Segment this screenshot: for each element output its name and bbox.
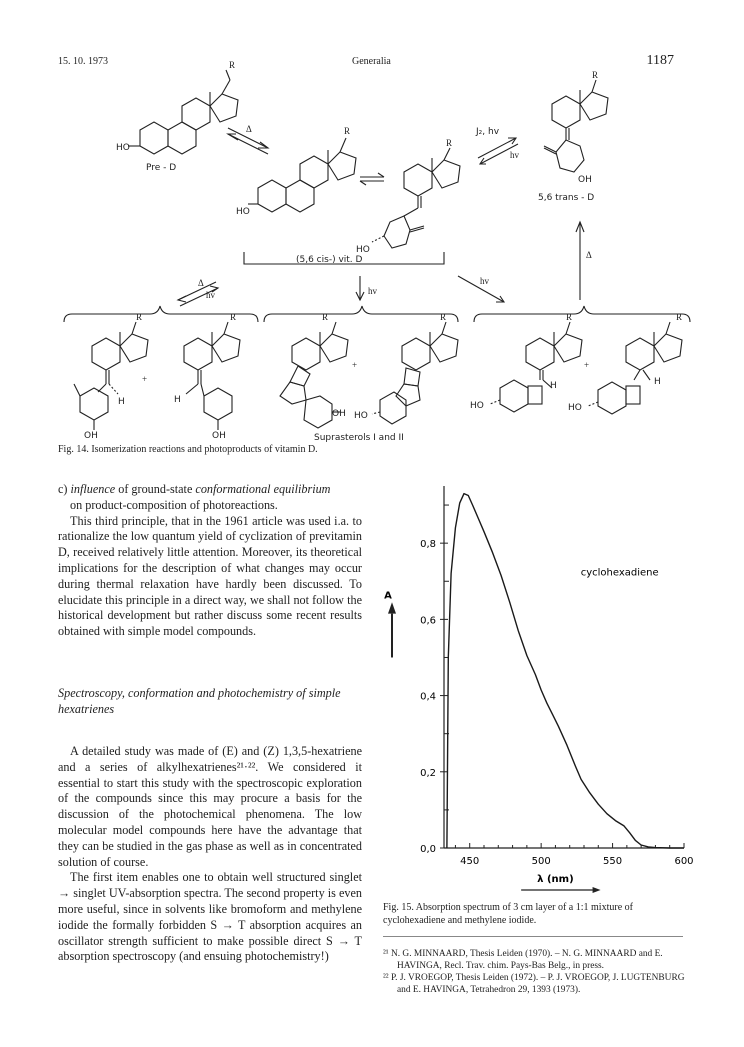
- x-tick-label: 500: [531, 856, 551, 867]
- label-oh: OH: [84, 431, 98, 441]
- label-j2hv: J₂, hv: [476, 127, 500, 137]
- label-ho: HO: [470, 401, 484, 411]
- label-hv: hv: [480, 276, 489, 286]
- section-heading: Spectroscopy, conformation and photochemistry of simple hexatrienes: [58, 686, 341, 716]
- x-axis-label: λ (nm): [537, 874, 574, 885]
- figure-14-caption: Fig. 14. Isomerization reactions and photoproducts of vitamin D.: [58, 444, 318, 455]
- x-axis-arrowhead: [593, 887, 601, 893]
- series-annotation: cyclohexadiene: [580, 567, 659, 579]
- label-delta: Δ: [246, 124, 252, 134]
- label-r: R: [230, 312, 237, 322]
- label-ho: HO: [356, 245, 370, 255]
- item-c-mid: of ground-state: [115, 482, 196, 496]
- label-oh: OH: [578, 175, 592, 185]
- label-delta: Δ: [586, 250, 592, 260]
- label-h: H: [174, 395, 181, 405]
- y-axis-arrowhead: [388, 602, 396, 613]
- label-h: H: [550, 381, 557, 391]
- label-oh: OH: [332, 409, 346, 419]
- paragraph-3: The first item enables one to obtain well structured singlet → singlet UV-absorption spectra. The second property is even more useful, since in solvents like bromoform and methylene iodide the formally forbidden S → T absorption acquires an oscillator strength sufficient to make possible direct S → T absorption spectroscopy (and ensuing photochemistry!): [58, 870, 362, 964]
- label-vit-d: (5,6 cis-) vit. D: [296, 255, 363, 265]
- y-tick-label: 0,8: [420, 539, 436, 551]
- header-section: Generalia: [352, 56, 391, 67]
- footnote-divider: [383, 936, 683, 937]
- item-c-rest: on product-composition of photoreactions.: [70, 497, 278, 512]
- item-c-prefix: c): [58, 482, 71, 496]
- label-plus: +: [584, 360, 590, 370]
- y-axis-label: A: [384, 590, 392, 602]
- label-ho: HO: [354, 411, 368, 421]
- y-tick-label: 0,4: [420, 691, 436, 703]
- label-hv: hv: [206, 290, 215, 300]
- label-r: R: [592, 70, 599, 80]
- label-trans-d: 5,6 trans - D: [538, 193, 595, 203]
- footnote-22: ²² P. J. VROEGOP, Thesis Leiden (1972). – P. J. VROEGOP, J. LUGTENBURG and E. HAVINGA, Tetrahedron 29, 1393 (1973).: [383, 973, 685, 995]
- item-c-italic-1: influence: [70, 482, 116, 496]
- label-r: R: [676, 312, 683, 322]
- label-r: R: [344, 126, 351, 136]
- label-plus: +: [142, 374, 148, 384]
- footnote-21: ²¹ N. G. MINNAARD, Thesis Leiden (1970). – N. G. MINNAARD and E. HAVINGA, Recl. Trav. chim. Pays-Bas Belg., in press.: [383, 949, 663, 971]
- figure-15-caption: Fig. 15. Absorption spectrum of 3 cm layer of a 1:1 mixture of cyclohexadiene and methylene iodide.: [383, 902, 633, 926]
- x-tick-label: 450: [460, 856, 480, 867]
- footnotes: [383, 949, 689, 997]
- paragraph-2: A detailed study was made of (E) and (Z) 1,3,5-hexatriene and a series of alkylhexatrienes²¹·²². We considered it essential to start this study with the spectroscopic exploration of the compounds since this may procure a basis for the discussion of the photochemical phenomena. The low molecular model compounds here have the advantage that they can be studied in the gas phase as well as in concentrated solution of course.: [58, 744, 362, 869]
- label-r: R: [566, 312, 573, 322]
- paragraph-1: This third principle, that in the 1961 article was used i.a. to rationalize the low quantum yield of cyclization of previtamin D, received relatively little attention. Moreover, its theoretical implications for the description of what changes may occur during thermal relaxation have hardly been discussed. To elucidate this principle in a direct way, we shall not follow the historical development but rather discuss some recent results obtained with simple model compounds.: [58, 513, 362, 639]
- header-date: 15. 10. 1973: [58, 56, 108, 67]
- item-c-italic-2: conformational equilibrium: [195, 482, 331, 496]
- label-h: H: [118, 397, 125, 407]
- label-hv: hv: [368, 286, 377, 296]
- y-tick-label: 0,2: [420, 767, 436, 779]
- label-r: R: [136, 312, 143, 322]
- label-oh: OH: [212, 431, 226, 441]
- label-plus: +: [352, 360, 358, 370]
- page-number: 1187: [646, 53, 674, 68]
- label-ho: HO: [568, 403, 582, 413]
- label-r: R: [322, 312, 329, 322]
- label-hv: hv: [510, 150, 519, 160]
- label-pre-d: Pre - D: [146, 163, 177, 173]
- label-r: R: [229, 60, 236, 70]
- label-suprasterols: Suprasterols I and II: [314, 433, 404, 443]
- y-tick-label: 0,6: [420, 615, 436, 627]
- label-r: R: [446, 138, 453, 148]
- label-h: H: [654, 377, 661, 387]
- label-delta: Δ: [198, 278, 204, 288]
- label-r: R: [440, 312, 447, 322]
- label-ho: HO: [116, 143, 130, 153]
- x-tick-label: 550: [603, 856, 623, 867]
- label-ho: HO: [236, 207, 250, 217]
- x-tick-label: 600: [674, 856, 694, 867]
- series-line-cyclohexadiene: [447, 494, 684, 848]
- y-tick-label: 0,0: [420, 844, 436, 855]
